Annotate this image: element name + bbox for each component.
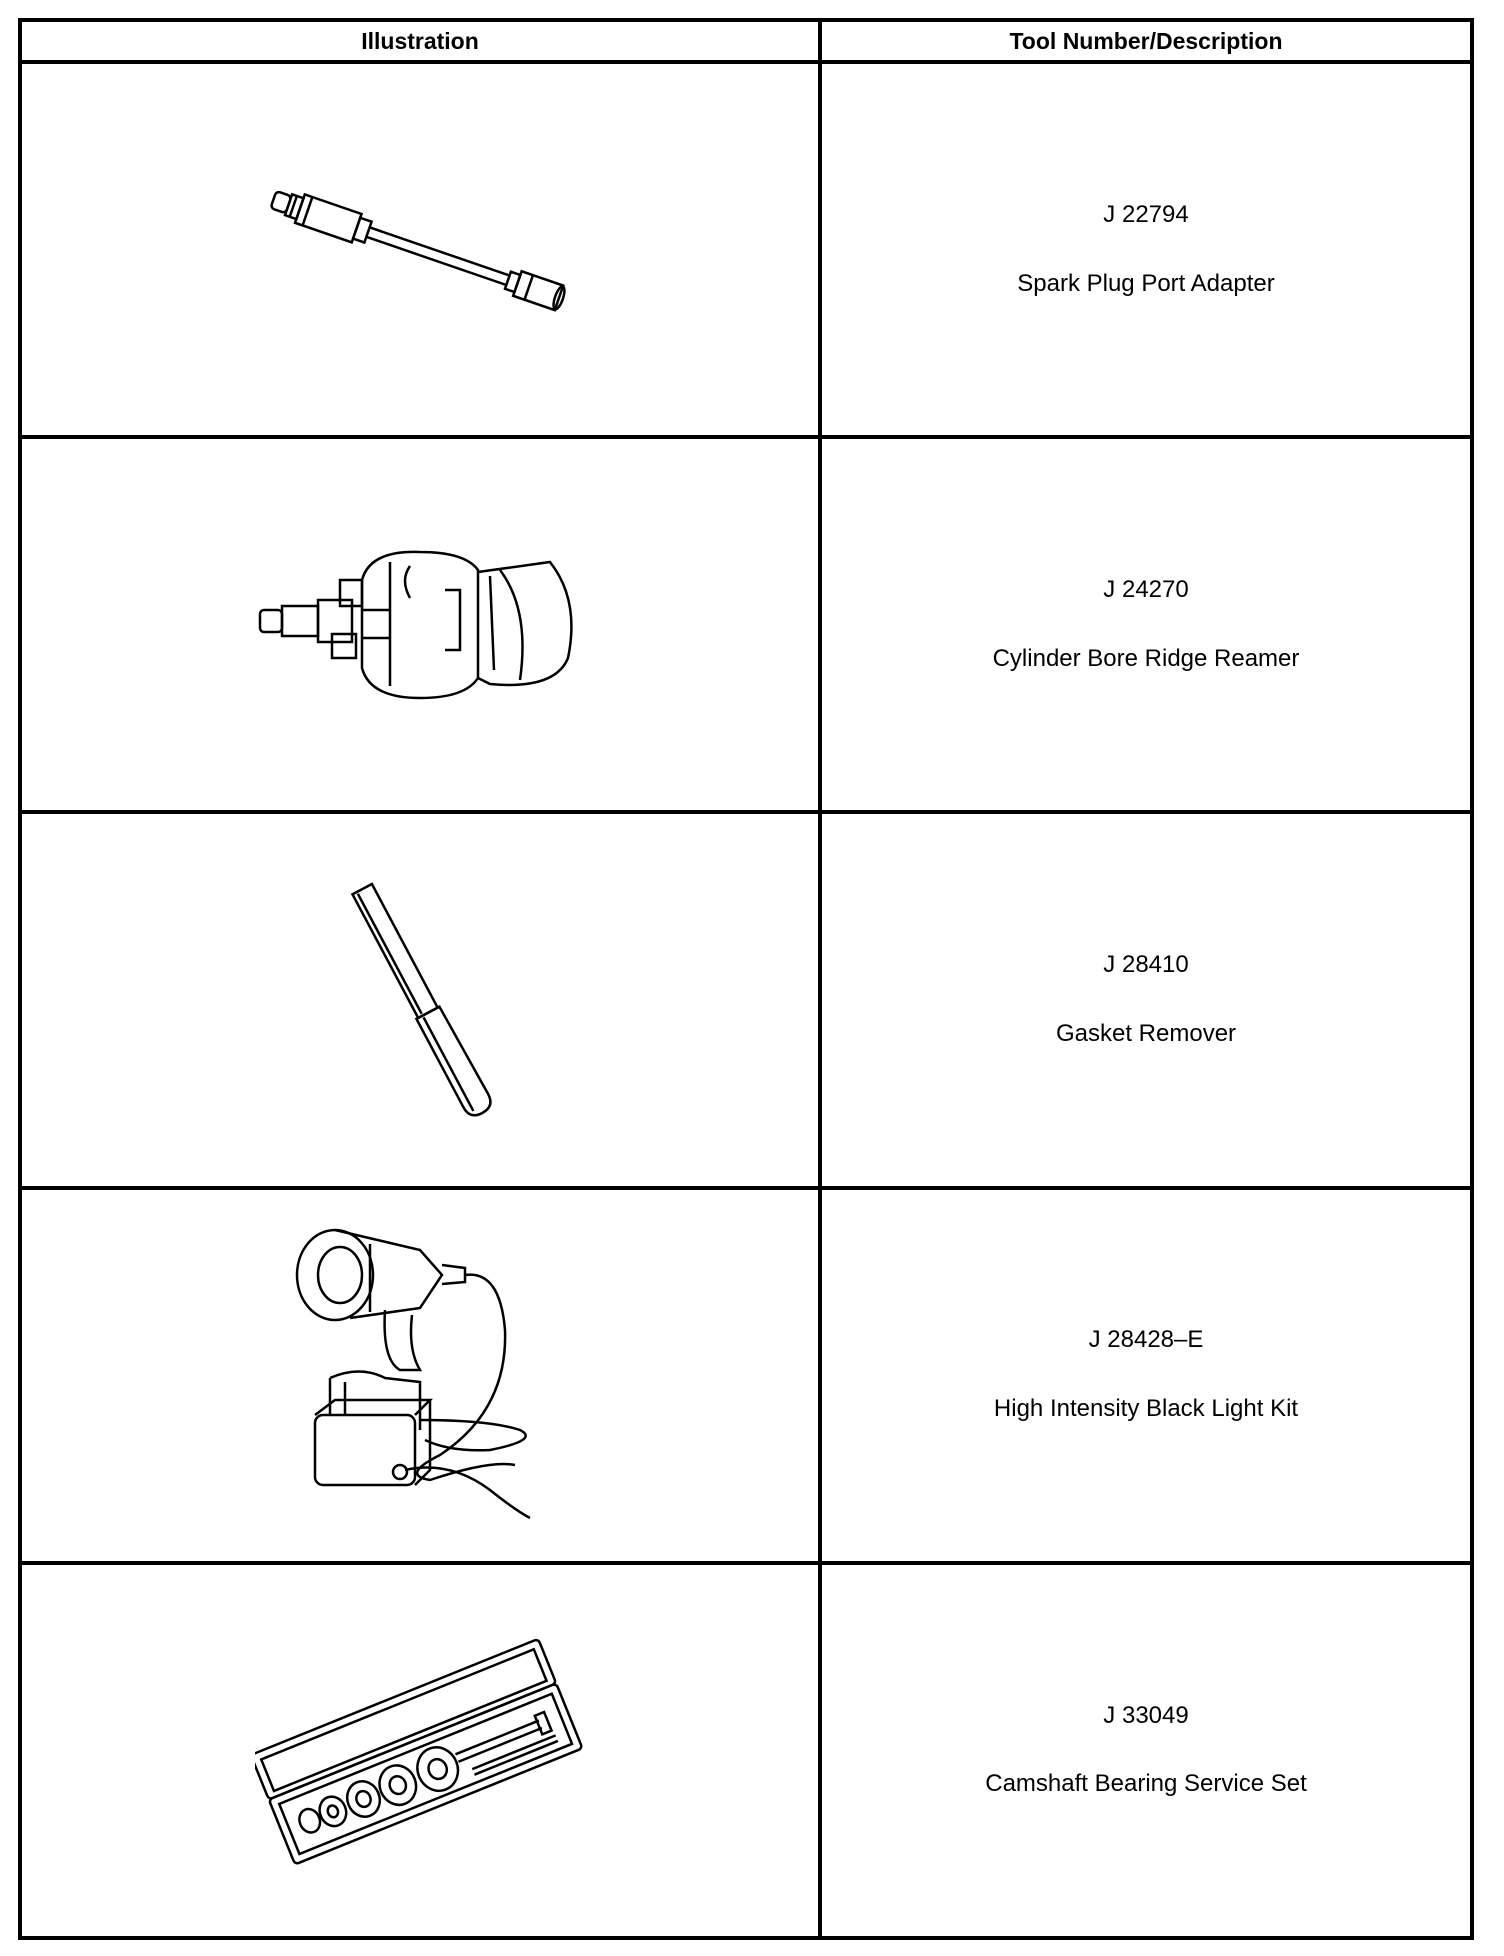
illustration-cell — [20, 62, 820, 437]
illustration-cell — [20, 1563, 820, 1938]
tool-number: J 28410 — [1103, 951, 1189, 979]
tool-description-cell — [820, 812, 1472, 1187]
tool-description-cell — [820, 1188, 1472, 1563]
camshaft-bearing-set-icon — [255, 1630, 585, 1870]
tool-description-cell — [820, 62, 1472, 437]
table-row — [20, 1563, 1472, 1938]
tool-description-cell — [820, 437, 1472, 812]
tool-number: J 33049 — [1103, 1701, 1189, 1729]
header-tool-description: Tool Number/Description — [820, 20, 1472, 62]
table-row — [20, 62, 1472, 437]
header-illustration: Illustration — [20, 20, 820, 62]
special-tools-table — [18, 18, 1474, 1940]
tool-number: J 22794 — [1103, 200, 1189, 228]
tool-name: High Intensity Black Light Kit — [993, 1395, 1299, 1423]
black-light-kit-icon — [290, 1220, 550, 1530]
tool-name: Camshaft Bearing Service Set — [985, 1770, 1307, 1798]
tool-description-cell — [820, 1563, 1472, 1938]
table-header-row — [20, 20, 1472, 62]
gasket-remover-icon — [320, 865, 520, 1135]
ridge-reamer-icon — [250, 540, 590, 710]
tool-number: J 28428–E — [1088, 1326, 1204, 1354]
illustration-cell — [20, 812, 820, 1187]
tool-name: Gasket Remover — [1055, 1020, 1237, 1048]
table-row — [20, 1188, 1472, 1563]
spark-plug-port-adapter-icon — [255, 175, 585, 325]
table-row — [20, 437, 1472, 812]
table-row — [20, 812, 1472, 1187]
tool-name: Spark Plug Port Adapter — [1017, 269, 1275, 297]
illustration-cell — [20, 437, 820, 812]
illustration-cell — [20, 1188, 820, 1563]
tool-number: J 24270 — [1103, 576, 1189, 604]
tool-name: Cylinder Bore Ridge Reamer — [992, 644, 1300, 672]
